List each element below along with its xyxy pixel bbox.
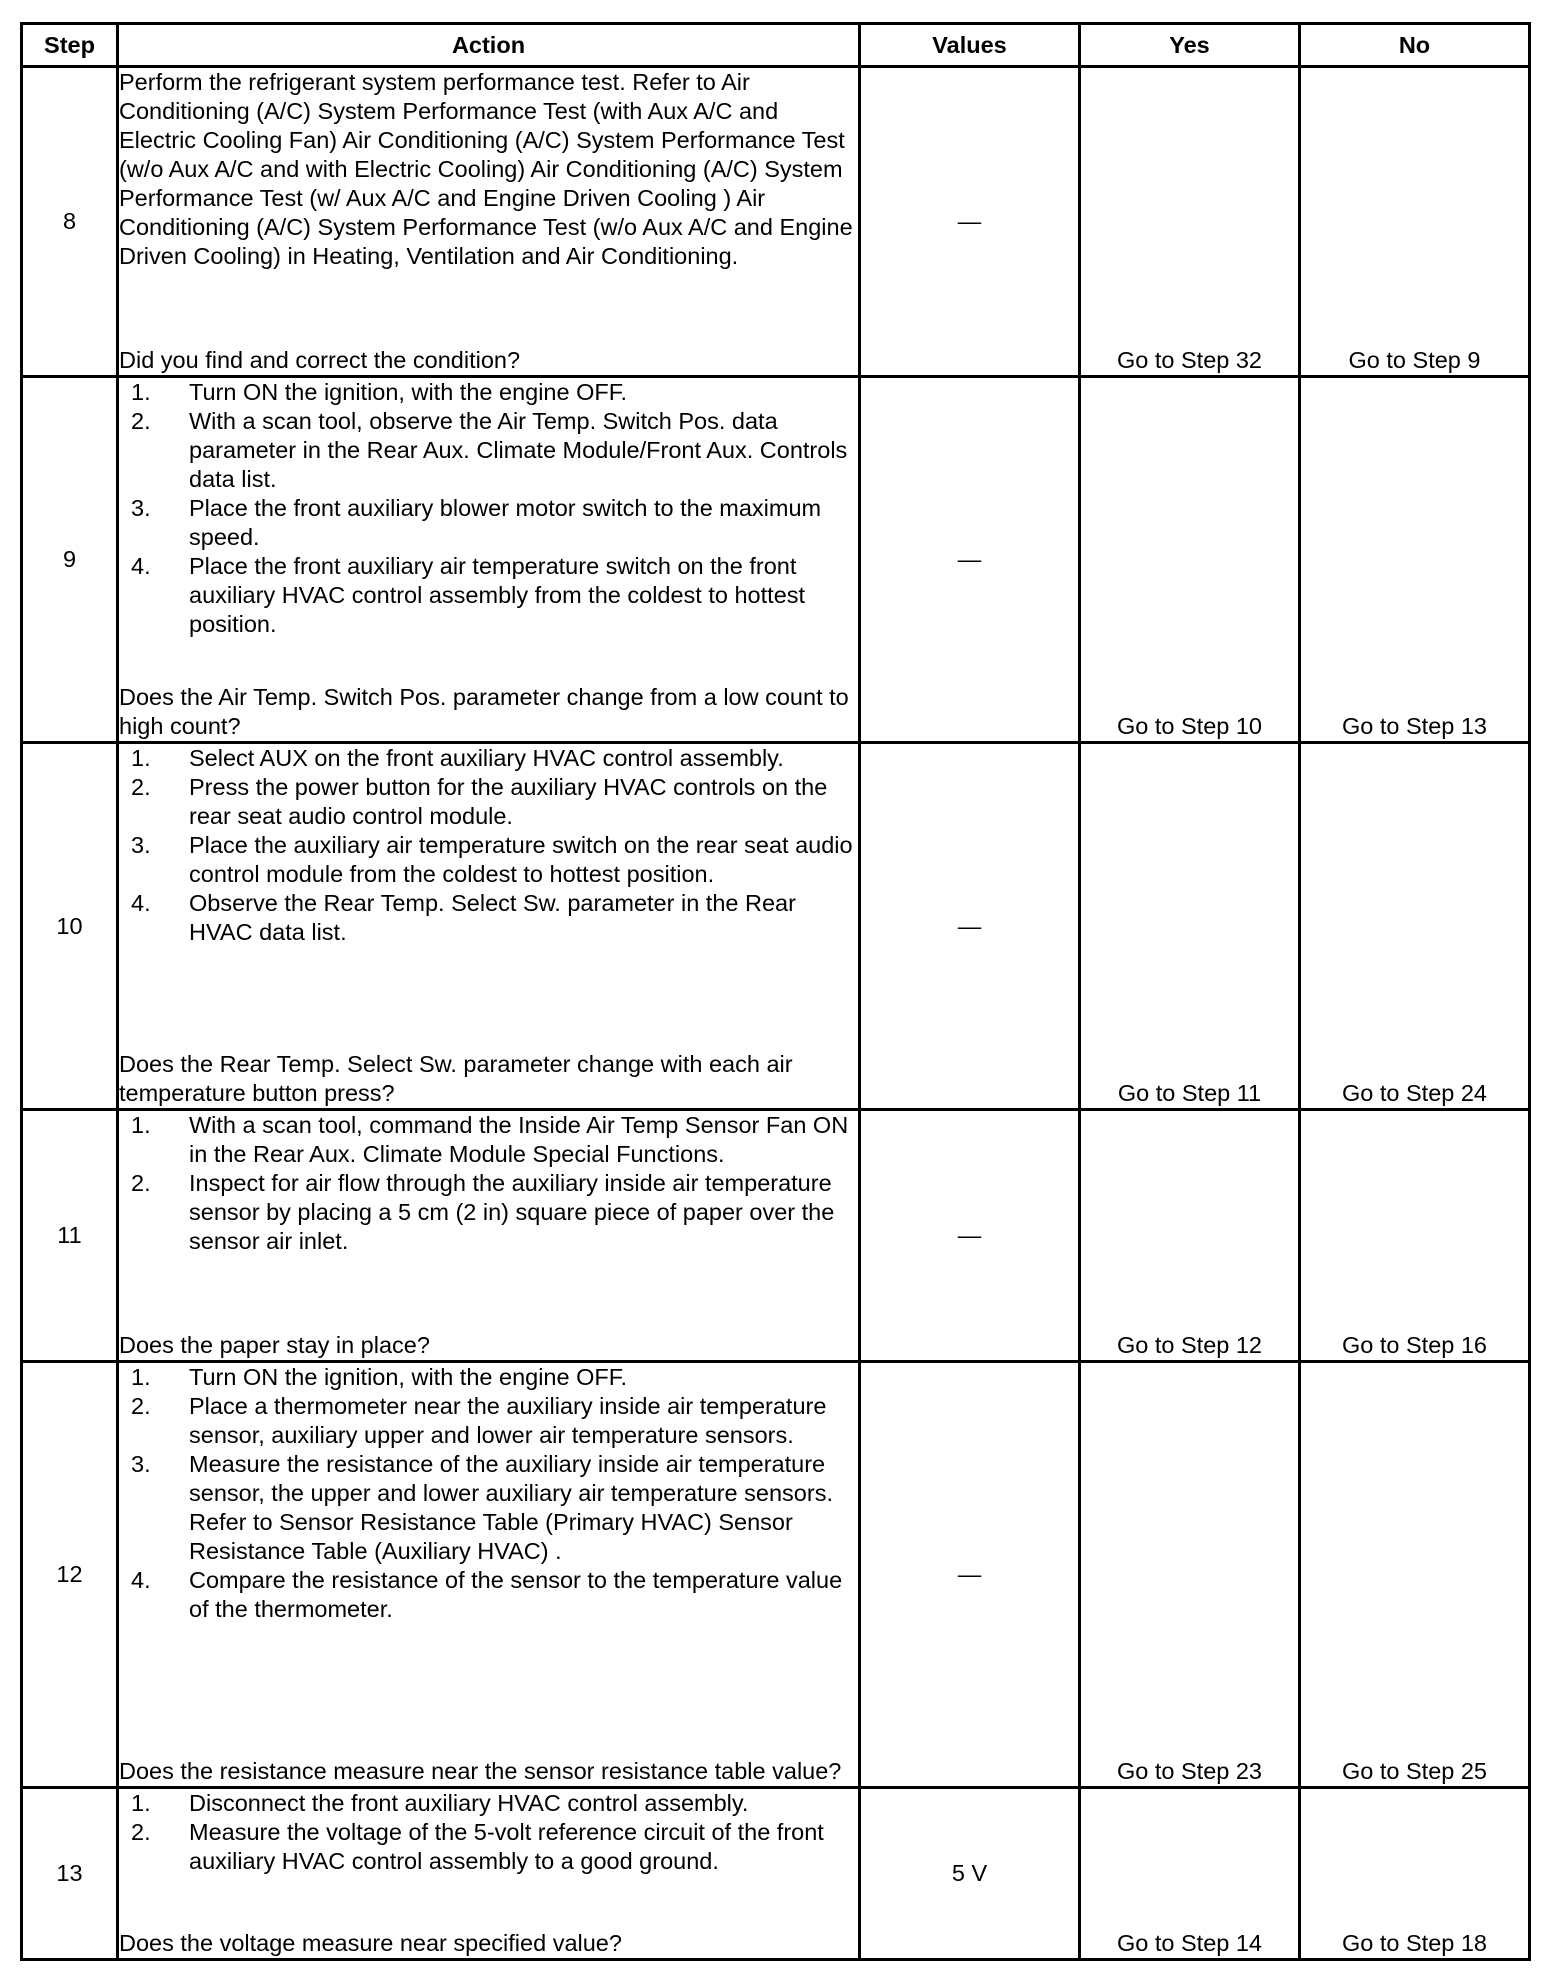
step-item-text: With a scan tool, observe the Air Temp. Switch Pos. data parameter in the Rear Aux. Climate Module/Front Aux. Controls data list. <box>189 408 848 493</box>
step-item-text: Inspect for air flow through the auxiliary inside air temperature sensor by placing a 5 cm (2 in) square piece of paper over the sensor air inlet. <box>189 1170 835 1255</box>
no-link[interactable]: Go to Step 16 <box>1300 1110 1530 1362</box>
step-item-text: Place the front auxiliary air temperature switch on the front auxiliary HVAC control assembly from the coldest to hottest position. <box>189 553 806 638</box>
step-item-text: Place the front auxiliary blower motor switch to the maximum speed. <box>189 495 822 551</box>
step-item-text: With a scan tool, command the Inside Air Temp Sensor Fan ON in the Rear Aux. Climate Module Special Functions. <box>189 1112 849 1168</box>
action-question: Does the resistance measure near the sensor resistance table value? <box>119 1758 842 1785</box>
action-steps-list <box>119 378 858 639</box>
header-no: No <box>1300 24 1530 67</box>
action-cell <box>118 1788 860 1960</box>
action-step-item <box>119 494 858 552</box>
yes-link[interactable]: Go to Step 32 <box>1080 67 1300 377</box>
action-step-item <box>119 1566 858 1624</box>
step-item-number: 4. <box>131 889 151 916</box>
action-steps-list <box>119 1111 858 1256</box>
step-item-number: 1. <box>131 379 151 406</box>
step-number: 9 <box>22 377 118 743</box>
table-row <box>22 742 1530 1110</box>
action-steps-list <box>119 1363 858 1624</box>
header-action: Action <box>118 24 860 67</box>
step-item-text: Measure the voltage of the 5-volt reference circuit of the front auxiliary HVAC control assembly to a good ground. <box>189 1819 824 1875</box>
action-cell <box>118 67 860 377</box>
step-item-number: 1. <box>131 744 151 771</box>
step-item-text: Place the auxiliary air temperature switch on the rear seat audio control module from the coldest to hottest position. <box>189 831 853 887</box>
value-cell: — <box>860 742 1080 1110</box>
table-row <box>22 67 1530 377</box>
action-question: Does the paper stay in place? <box>119 1332 430 1359</box>
action-step-item <box>119 1169 858 1256</box>
action-step-item <box>119 1111 858 1169</box>
step-item-text: Compare the resistance of the sensor to the temperature value of the thermometer. <box>189 1567 843 1623</box>
action-steps-list <box>119 1789 858 1876</box>
step-item-number: 3. <box>131 1451 151 1478</box>
yes-link[interactable]: Go to Step 23 <box>1080 1362 1300 1788</box>
step-item-number: 1. <box>131 1364 151 1391</box>
action-step-item <box>119 1363 858 1392</box>
table-row <box>22 377 1530 743</box>
no-link[interactable]: Go to Step 18 <box>1300 1788 1530 1960</box>
step-item-number: 3. <box>131 495 151 522</box>
header-yes: Yes <box>1080 24 1300 67</box>
no-link[interactable]: Go to Step 24 <box>1300 742 1530 1110</box>
diagnostic-table <box>20 22 1531 1961</box>
action-question: Does the Air Temp. Switch Pos. parameter change from a low count to high count? <box>119 683 849 739</box>
step-item-number: 2. <box>131 1170 151 1197</box>
step-item-number: 4. <box>131 553 151 580</box>
table-row <box>22 1362 1530 1788</box>
step-item-number: 4. <box>131 1567 151 1594</box>
yes-link[interactable]: Go to Step 10 <box>1080 377 1300 743</box>
action-step-item <box>119 378 858 407</box>
action-step-item <box>119 1392 858 1450</box>
no-link[interactable]: Go to Step 25 <box>1300 1362 1530 1788</box>
step-item-number: 2. <box>131 1819 151 1846</box>
step-item-text: Turn ON the ignition, with the engine OFF. <box>189 379 628 406</box>
header-step: Step <box>22 24 118 67</box>
step-number: 10 <box>22 742 118 1110</box>
step-item-number: 2. <box>131 408 151 435</box>
action-cell <box>118 1362 860 1788</box>
action-question: Does the Rear Temp. Select Sw. parameter change with each air temperature button press? <box>119 1051 793 1107</box>
action-step-item <box>119 744 858 773</box>
step-item-number: 1. <box>131 1790 151 1817</box>
step-item-text: Measure the resistance of the auxiliary inside air temperature sensor, the upper and lower auxiliary air temperature sensors. Refer to Sensor Resistance Table (Primary HVAC) Sensor Resistance Table (Auxiliary HVAC) . <box>189 1451 833 1565</box>
step-item-number: 3. <box>131 831 151 858</box>
action-intro: Perform the refrigerant system performance test. Refer to Air Conditioning (A/C) System Performance Test (with Aux A/C and Electric Cooling Fan) Air Conditioning (A/C) System Performance Test (w/o Aux A/C and with Electric Cooling) Air Conditioning (A/C) System Performance Test (w/ Aux A/C and Engine Driven Cooling ) Air Conditioning (A/C) System Performance Test (w/o Aux A/C and Engine Driven Cooling) in Heating, Ventilation and Air Conditioning. <box>119 69 853 269</box>
action-step-item <box>119 831 858 889</box>
action-step-item <box>119 773 858 831</box>
step-item-text: Disconnect the front auxiliary HVAC control assembly. <box>189 1790 749 1817</box>
yes-link[interactable]: Go to Step 12 <box>1080 1110 1300 1362</box>
action-cell <box>118 1110 860 1362</box>
action-step-item <box>119 1818 858 1876</box>
value-cell: — <box>860 67 1080 377</box>
action-steps-list <box>119 744 858 947</box>
table-row <box>22 1788 1530 1960</box>
step-item-number: 2. <box>131 773 151 800</box>
action-step-item <box>119 552 858 639</box>
value-cell: — <box>860 1362 1080 1788</box>
no-link[interactable]: Go to Step 13 <box>1300 377 1530 743</box>
table-row <box>22 1110 1530 1362</box>
step-item-text: Press the power button for the auxiliary HVAC controls on the rear seat audio control module. <box>189 773 828 829</box>
action-step-item <box>119 889 858 947</box>
header-values: Values <box>860 24 1080 67</box>
yes-link[interactable]: Go to Step 14 <box>1080 1788 1300 1960</box>
action-step-item <box>119 1789 858 1818</box>
step-item-text: Observe the Rear Temp. Select Sw. parameter in the Rear HVAC data list. <box>189 889 796 945</box>
value-cell: — <box>860 377 1080 743</box>
action-question: Did you find and correct the condition? <box>119 347 521 374</box>
action-step-item <box>119 407 858 494</box>
step-number: 11 <box>22 1110 118 1362</box>
step-item-text: Turn ON the ignition, with the engine OFF. <box>189 1364 628 1391</box>
yes-link[interactable]: Go to Step 11 <box>1080 742 1300 1110</box>
step-number: 13 <box>22 1788 118 1960</box>
action-step-item <box>119 1450 858 1566</box>
step-item-number: 2. <box>131 1393 151 1420</box>
no-link[interactable]: Go to Step 9 <box>1300 67 1530 377</box>
action-cell <box>118 742 860 1110</box>
step-item-text: Place a thermometer near the auxiliary inside air temperature sensor, auxiliary upper and lower air temperature sensors. <box>189 1393 827 1449</box>
value-cell: — <box>860 1110 1080 1362</box>
action-question: Does the voltage measure near specified value? <box>119 1930 622 1956</box>
header-row <box>22 24 1530 67</box>
value-cell: 5 V <box>860 1788 1080 1960</box>
step-number: 12 <box>22 1362 118 1788</box>
step-item-text: Select AUX on the front auxiliary HVAC control assembly. <box>189 744 784 771</box>
step-number: 8 <box>22 67 118 377</box>
step-item-number: 1. <box>131 1112 151 1139</box>
action-cell <box>118 377 860 743</box>
